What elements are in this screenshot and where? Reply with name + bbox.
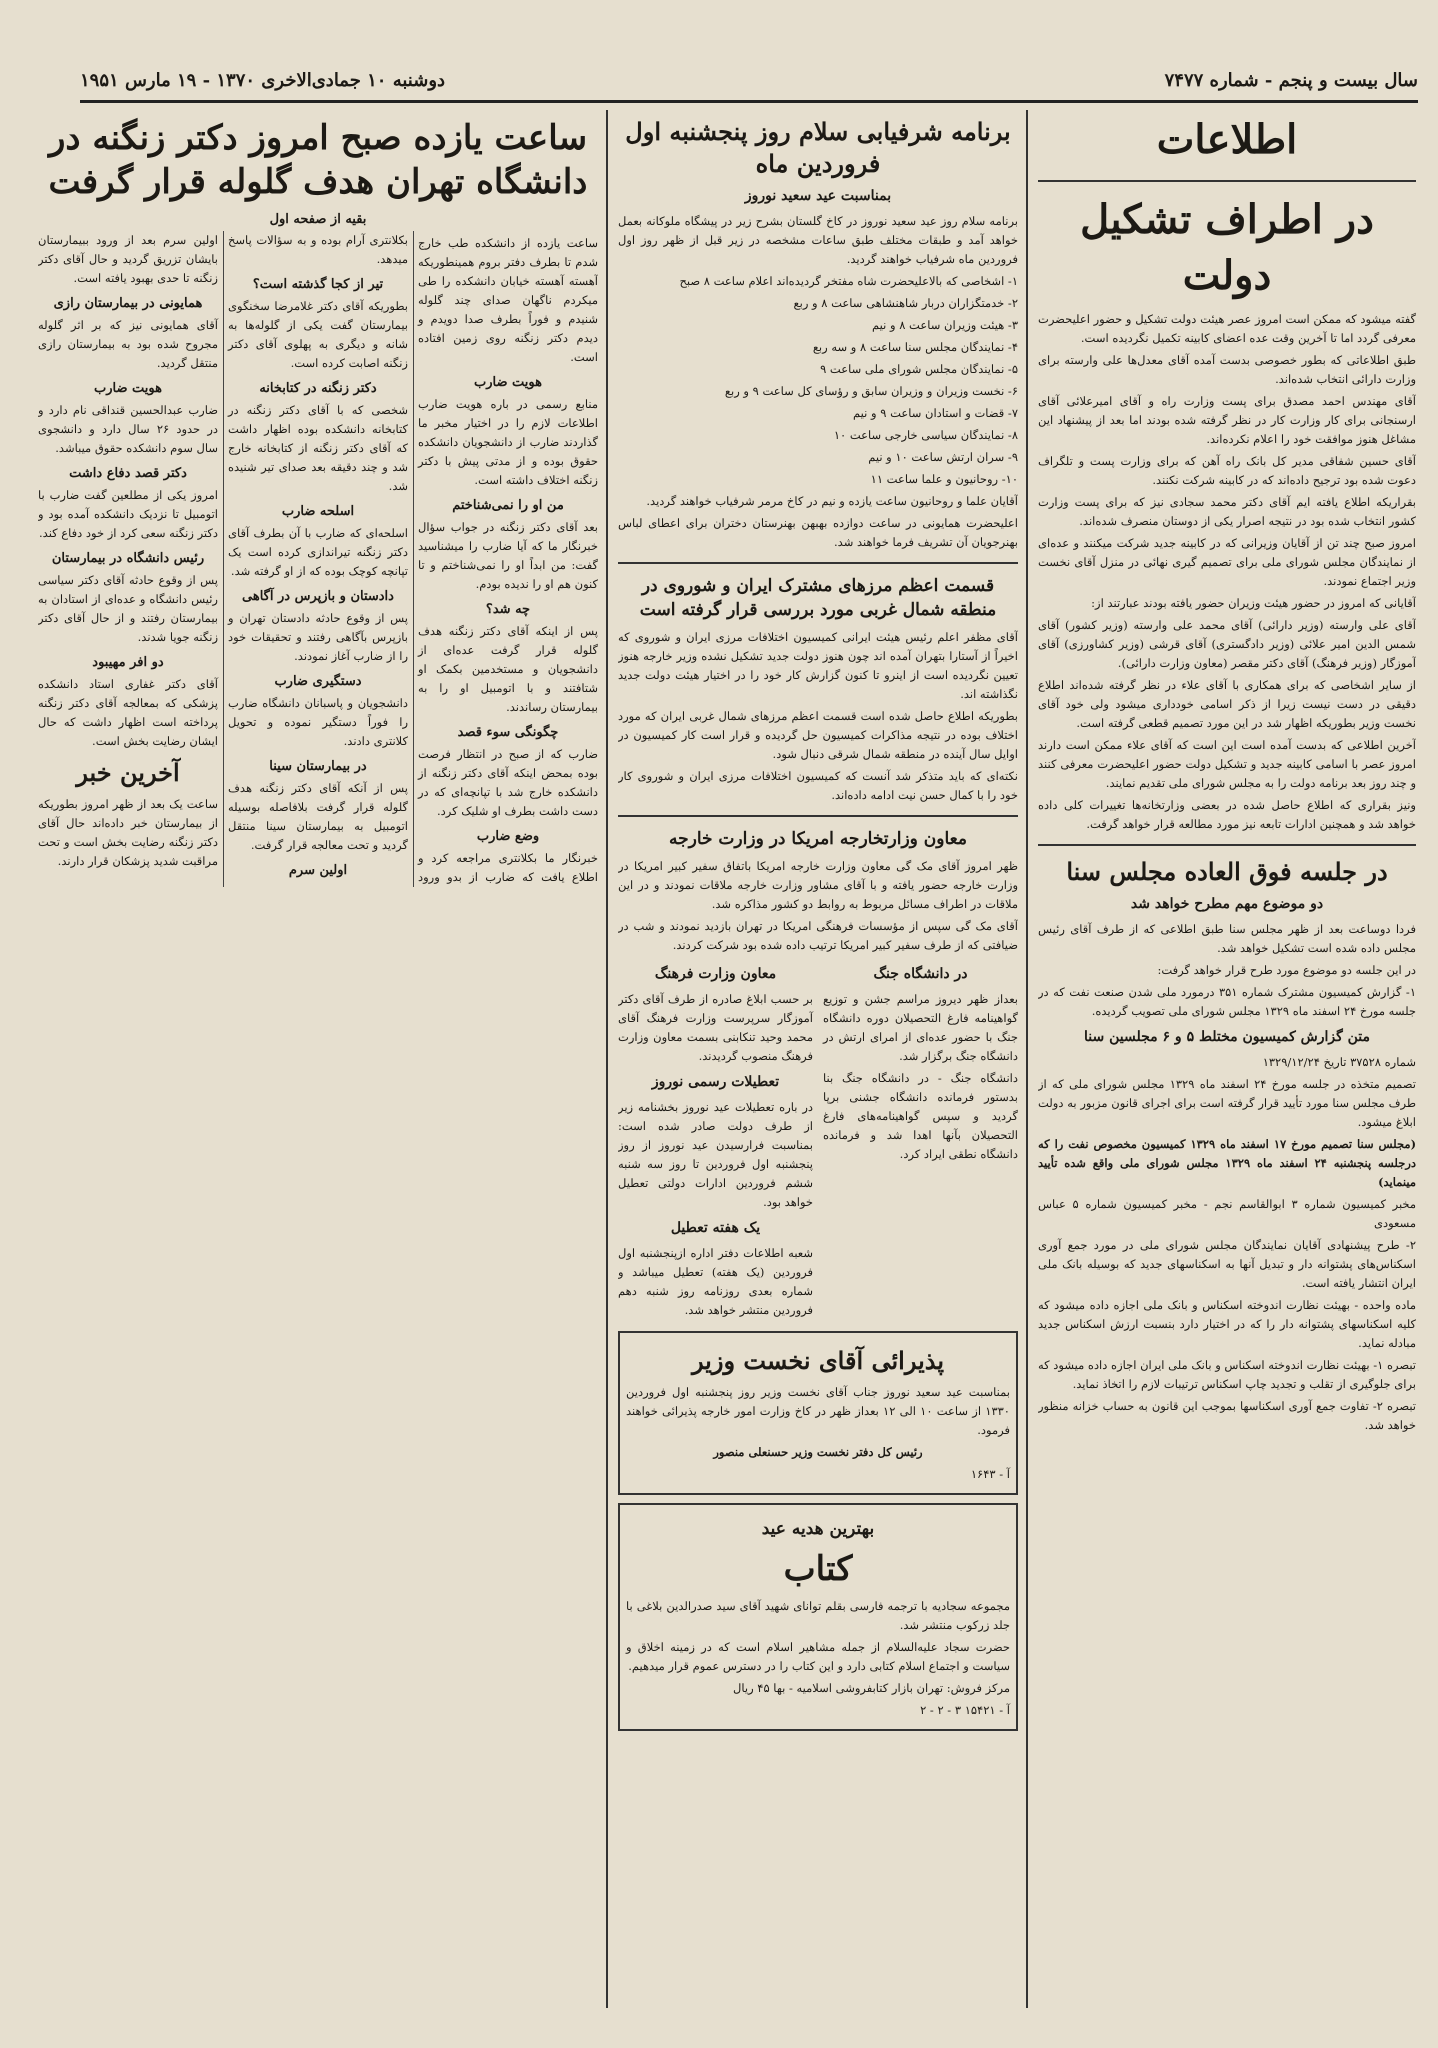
column-rule xyxy=(1026,110,1028,2008)
subhead: اسلحه ضارب xyxy=(281,504,355,519)
pm-reception-box xyxy=(618,1331,1018,1495)
subhead: دو افر مهیبود xyxy=(92,655,164,670)
paragraph: خبرنگار ما بکلانتری مراجعه کرد و اطلاع یافت که ضارب از بدو ورود بکلانتری آرام بوده و به سؤالات پاسخ میدهد. xyxy=(228,233,598,884)
page-header xyxy=(80,60,1418,103)
schedule-item: ۱۰- روحانیون و علما ساعت ۱۱ xyxy=(870,472,1018,486)
schedule-item: ۴- نمایندگان مجلس سنا ساعت ۸ و سه ربع xyxy=(812,340,1018,354)
subhead: وضع ضارب xyxy=(476,829,540,844)
paragraph: آخرین اطلاعی که بدست آمده است این است که آقای علاء ممکن است دارند امروز عصر با اسامی کابینه جدید و تشکیل دولت حضور اعلیحضرت معرفی کنند و چند روز بعد برنامه دولت را به مجلس شورای ملی تقدیم نمایند. xyxy=(1038,738,1416,790)
paragraph: پس از آنکه آقای دکتر زنگنه هدف گلوله قرار گرفت بلافاصله بوسیله اتومبیل به بیمارستان سینا منتقل گردید و تحت معالجه قرار گرفت. xyxy=(228,781,408,852)
paragraph: پس از اینکه آقای دکتر زنگنه هدف گلوله قرار گرفت عده‌ای از دانشجویان و مستخدمین بکمک او شتافتند و با اتومبیل او را به بیمارستان رساندند. xyxy=(418,624,598,714)
continued-note: بقیه از صفحه اول xyxy=(269,212,367,227)
schedule-item: ۶- نخست وزیران و وزیران سابق و رؤسای کل ساعت ۹ و ربع xyxy=(724,384,1018,398)
paragraph: ضارب که از صبح در انتظار فرصت بوده بمحض اینکه آقای دکتر زنگنه از دانشکده خارج شد با تپانچه‌ای که در دست داشت بطرف او شلیک کرد. xyxy=(418,747,598,818)
paragraph: در باره تعطیلات عید نوروز بخشنامه زیر از طرف دولت صادر شده است: بمناسبت فرارسیدن عید نوروز از روز پنجشنبه اول فروردین تا روز سه شنبه ششم فروردین ادارات دولتی تعطیل خواهد بود. xyxy=(618,1100,813,1209)
article-columns xyxy=(38,231,598,887)
headline-last-news: آخرین خبر xyxy=(76,758,180,787)
paragraph: بعد آقای دکتر زنگنه در جواب سؤال خبرنگار ما که آیا ضارب را میشناسید گفت: من ابداً او را نمی‌شناختم و تا کنون هم او را ندیده بودم. xyxy=(418,520,598,591)
divider xyxy=(1038,180,1416,182)
paragraph: ساعت یازده از دانشکده طب خارج شدم تا بطرف دفتر بروم همینطوریکه آهسته آهسته خیابان دانشکده را طی میکردم ناگهان صدای چند گلوله شنیدم و فوراً بطرف صدا دویدم و دیدم دکتر زنگنه روی زمین افتاده است. xyxy=(418,236,598,364)
paragraph: بمناسبت عید سعید نوروز جناب آقای نخست وزیر روز پنجشنبه اول فروردین ۱۳۳۰ از ساعت ۱۰ الی ۱۲ بعداز ظهر در کاخ وزارت امور خارجه پذیرائی خواهند فرمود. xyxy=(626,1385,1010,1437)
paragraph: طبق اطلاعاتی که بطور خصوصی بدست آمده آقای معدل‌ها علی وارسته برای وزارت دارائی انتخاب شده‌اند. xyxy=(1038,353,1416,386)
schedule-item: ۹- سران ارتش ساعت ۱۰ و نیم xyxy=(868,450,1018,464)
paragraph: شعبه اطلاعات دفتر اداره ازپنجشنبه اول فروردین (یک هفته) تعطیل میباشد و شماره بعدی روزنامه روز شنبه دهم فروردین منتشر خواهد شد. xyxy=(618,1246,813,1317)
paragraph: بعداز ظهر دیروز مراسم جشن و توزیع گواهینامه فارغ التحصیلان دوره دانشگاه جنگ با حضور عده‌ای از امرای ارتش در دانشگاه جنگ برگزار شد. xyxy=(823,992,1018,1063)
column-shooting xyxy=(38,110,598,2008)
paragraph: نکته‌ای که باید متذکر شد آنست که کمیسیون اختلافات مرزی ایران و شوروی کار خود را با کمال حسن نیت ادامه داده‌اند. xyxy=(618,769,1018,802)
schedule-item: ۳- هیئت وزیران ساعت ۸ و نیم xyxy=(872,318,1018,332)
issue-date: دوشنبه ۱۰ جمادی‌الاخری ۱۳۷۰ - ۱۹ مارس ۱۹۵۱ xyxy=(80,69,446,91)
paragraph: اسلحه‌ای که ضارب با آن بطرف آقای دکتر زنگنه تیراندازی کرده است یک تپانچه کوچک بوده که از او گرفته شد. xyxy=(228,526,408,578)
subhead: من او را نمی‌شناختم xyxy=(452,498,564,513)
headline-pm-reception: پذیرائی آقای نخست وزیر xyxy=(691,1346,945,1375)
paragraph: تصمیم متخذه در جلسه مورخ ۲۴ اسفند ماه ۱۳۲۹ مجلس شورای ملی که از طرف مجلس سنا مورد تأیید قرار گرفته است برای اجرای قانون مزبور به دولت ابلاغ میشود. xyxy=(1038,1077,1416,1129)
subhead: چه شد؟ xyxy=(485,602,531,617)
headline-border: قسمت اعظم مرزهای مشترک ایران و شوروی در منطقه شمال غربی مورد بررسی قرار گرفته است xyxy=(639,576,997,620)
sub-column xyxy=(618,958,813,1323)
paragraph: بر حسب ابلاغ صادره از طرف آقای دکتر آموزگار سرپرست وزارت فرهنگ آقای محمد وحید تنکابنی بسمت معاون وزارت فرهنگ منصوب گردیدند. xyxy=(618,992,813,1063)
paragraph: آقایان علما و روحانیون ساعت یازده و نیم در کاخ مرمر شرفیاب خواهند گردید. xyxy=(646,494,1018,508)
ad-code: آ - ۱۵۴۲۱ ۳ - ۲ - ۲ xyxy=(920,1703,1010,1717)
subhead-nowruz: بمناسبت عید سعید نوروز xyxy=(744,188,892,204)
paragraph: پس از وقوع حادثه دادستان تهران و بازپرس بآگاهی رفتند و تحقیقات خود را از ضارب آغاز نمودند. xyxy=(228,611,408,663)
ad-code: آ - ۱۶۴۳ xyxy=(970,1467,1010,1481)
subhead: چگونگی سوء قصد xyxy=(457,725,559,740)
signature: رئیس کل دفتر نخست وزیر حسنعلی منصور xyxy=(713,1445,923,1459)
paragraph: ساعت یک بعد از ظهر امروز بطوریکه از بیمارستان خبر داده‌اند حال آقای دکتر زنگنه رضایت بخش است و تحت مراقبت شدید پزشکان قرار دارند. xyxy=(38,797,218,868)
paragraph: امروز صبح چند تن از آقایان وزیرانی که در کابینه جدید شرکت میکنند و عده‌ای از نمایندگان مجلس شورای ملی برای تصمیم گیری نهائی در منزل آقای نخست وزیر اجتماع نمودند. xyxy=(1038,536,1416,588)
headline-week-closure: یک هفته تعطیل xyxy=(670,1220,761,1236)
paragraph: امروز یکی از مطلعین گفت ضارب با اتومبیل تا نزدیک دانشکده آمده بود و دکتر زنگنه سعی کرد از خود دفاع کند. xyxy=(38,488,218,540)
schedule-item: ۵- نمایندگان مجلس شورای ملی ساعت ۹ xyxy=(820,362,1018,376)
subhead: دکتر قصد دفاع داشت xyxy=(69,466,187,481)
subhead: دکتر زنگنه در کتابخانه xyxy=(259,381,377,396)
headline-book: کتاب xyxy=(783,1549,853,1589)
paragraph: اولین سرم بعد از ورود ببیمارستان بایشان تزریق گردید و حال آقای دکتر زنگنه تا حدی بهبود یافته است. xyxy=(38,233,218,285)
paragraph: مجموعه سجادیه با ترجمه فارسی بقلم توانای شهید آقای سید صدرالدین بلاغی با جلد زرکوب منتشر شد. xyxy=(626,1599,1010,1632)
paragraph: اعلیحضرت همایونی در ساعت دوازده بهبهن بهنرستان دختران برای اعطای لباس بهنرجویان آن تشریف فرما خواهند شد. xyxy=(618,516,1018,549)
book-ad-box xyxy=(618,1503,1018,1731)
subhead: دادستان و بازپرس در آگاهی xyxy=(242,589,394,604)
two-col-block xyxy=(618,958,1018,1323)
divider xyxy=(618,815,1018,817)
subhead: دستگیری ضارب xyxy=(274,674,362,689)
headline-culture-deputy: معاون وزارت فرهنگ xyxy=(654,966,777,982)
subhead: رئیس دانشگاه در بیمارستان xyxy=(51,551,205,566)
paragraph: آقای همایونی نیز که بر اثر گلوله مجروح شده بود به بیمارستان رازی منتقل گردید. xyxy=(38,318,218,370)
paragraph: بطوریکه اطلاع حاصل شده است قسمت اعظم مرزهای شمال غربی ایران که مورد اختلاف بوده در نتیجه مذاکرات کمیسیون حل گردیده و قرار است کار کمیسیون در اوایل سال آینده در منطقه شمال شرقی دنبال شود. xyxy=(618,709,1018,761)
schedule-item: ۱- اشخاصی که بالاعلیحضرت شاه مفتخر گردیده‌اند اعلام ساعت ۸ صبح xyxy=(679,274,1018,288)
headline-best-gift: بهترین هدیه عید xyxy=(761,1519,875,1539)
issue-number: سال بیست و پنجم - شماره ۷۴۷۷ xyxy=(1164,69,1418,91)
paragraph: گفته میشود که ممکن است امروز عصر هیئت دولت تشکیل و حضور اعلیحضرت معرفی گردد اما تا آخرین وقت عده اعضای کابینه تکمیل نگردیده است. xyxy=(1038,312,1416,345)
paragraph: ظهر امروز آقای مک گی معاون وزارت خارجه امریکا باتفاق سفیر کبیر امریکا در وزارت خارجه حضور یافته و با آقای مشاور وزارت خارجه ملاقات نمودند و در این ملاقات در اطراف مسائل مربوط به روابط دو کشور مذاکره شد. xyxy=(618,859,1018,911)
column-rule xyxy=(606,110,608,2008)
paragraph: شخصی که با آقای دکتر زنگنه در کتابخانه دانشکده بوده اظهار داشت که آقای دکتر زنگنه از کتابخانه خارج شد و چند دقیقه بعد صدای تیر شنیده شد. xyxy=(228,403,408,493)
headline-salam: برنامه شرفیابی سلام روز پنجشنبه اول فروردین ماه xyxy=(625,117,1011,178)
paragraph: فردا دوساعت بعد از ظهر مجلس سنا طبق اطلاعی که از طرف آقای رئیس مجلس داده شده است تشکیل خواهد شد. xyxy=(1038,922,1416,955)
column-government xyxy=(1038,110,1416,2008)
paragraph: ۱- گزارش کمیسیون مشترک شماره ۳۵۱ درمورد ملی شدن صنعت نفت که در جلسه مورخ ۲۴ اسفند ماه ۱۳۲۹ مجلس شورای ملی تصویب گردیده. xyxy=(1038,985,1416,1018)
paragraph: آقای مهندس احمد مصدق برای پست وزارت راه و آقای امیرعلائی آقای ارسنجانی برای کار وزارت کار در نظر گرفته شده بودند اما بعد از پیشنهاد این مشاغل هنوز موافقت خود را اعلام نکرده‌اند. xyxy=(1038,394,1416,446)
paragraph: مرکز فروش: تهران بازار کتابفروشی اسلامیه - بها ۴۵ ریال xyxy=(733,1681,1010,1695)
paragraph: (مجلس سنا تصمیم مورخ ۱۷ اسفند ماه ۱۳۲۹ کمیسیون مخصوص نفت را که درجلسه پنجشنبه ۲۴ اسفند ماه ۱۳۲۹ مجلس شورای ملی واقع شده تأیید مینماید) xyxy=(1038,1137,1416,1189)
paragraph: ضارب عبدالحسین قنداقی نام دارد و در حدود ۲۶ سال دارد و دانشجوی سال سوم دانشکده حقوق میباشد. xyxy=(38,403,218,455)
paragraph: تبصره ۱- بهیئت نظارت اندوخته اسکناس و بانک ملی ایران اجازه داده میشود که برای جلوگیری از تقلب و تجدید چاپ اسکناس ترتیبات لازم را اتخاذ نماید. xyxy=(1038,1358,1416,1391)
paragraph: دانشگاه جنگ - در دانشگاه جنگ بنا بدستور فرمانده دانشگاه جشنی برپا گردید و سپس گواهینامه‌های فارغ التحصیلان بآنها اهدا شد و فرمانده دانشگاه نطقی ایراد کرد. xyxy=(823,1071,1018,1161)
headline-war-university: در دانشگاه جنگ xyxy=(873,966,968,982)
paragraph: ۲- طرح پیشنهادی آقایان نمایندگان مجلس شورای ملی در مورد جمع آوری اسکناس‌های پشتوانه دار و تبدیل آنها به اسکناسهای جدید که بوسیله بانک ملی ایران انتشار یافته است. xyxy=(1038,1238,1416,1290)
divider xyxy=(618,562,1018,564)
headline-senate: در جلسه فوق العاده مجلس سنا xyxy=(1066,857,1388,886)
column-middle xyxy=(618,110,1018,2008)
paragraph: آقای علی وارسته (وزیر دارائی) آقای محمد علی وارسته (وزیر کشور) آقای شمس الدین امیر علائی (وزیر دادگستری) آقای قرشی (وزیر کشاورزی) آقای آموزگار (وزیر فرهنگ) آقای دکتر مقصر (معاون وزارت دارائی). xyxy=(1038,618,1416,670)
schedule-item: ۷- قضات و استادان ساعت ۹ و نیم xyxy=(853,406,1018,420)
paragraph: ونیز بقراری که اطلاع حاصل شده در بعضی وزارتخانه‌ها تغییرات کلی داده خواهد شد و همچنین ادارات تابعه نیز مورد مطالعه قرار خواهد گرفت. xyxy=(1038,798,1416,831)
paragraph: آقایانی که امروز در حضور هیئت وزیران حضور یافته بودند عبارتند از: xyxy=(1091,596,1416,610)
schedule-list xyxy=(618,272,1018,489)
masthead: اطلاعات xyxy=(1156,116,1298,163)
paragraph: پس از وقوع حادثه آقای دکتر سیاسی رئیس دانشگاه و عده‌ای از استادان به بیمارستان رفتند و از حال آقای دکتر زنگنه جویا شدند. xyxy=(38,573,218,644)
sub-column xyxy=(823,958,1018,1323)
divider xyxy=(1038,844,1416,846)
paragraph: دانشجویان و پاسبانان دانشگاه ضارب را فوراً دستگیر نموده و تحویل کلانتری دادند. xyxy=(228,696,408,748)
paragraph: تبصره ۲- تفاوت جمع آوری اسکناسها بموجب این قانون به حساب خزانه منظور خواهد شد. xyxy=(1038,1399,1416,1432)
paragraph: بقراریکه اطلاع یافته ایم آقای دکتر محمد سجادی نیز که برای پست وزارت کشور انتخاب شده بود در نتیجه اصرار یکی از دوستان منصرف شده‌اند. xyxy=(1038,495,1416,528)
subhead-commission: متن گزارش کمیسیون مختلط ۵ و ۶ مجلسین سنا xyxy=(1084,1029,1370,1045)
subhead: همایونی در بیمارستان رازی xyxy=(53,296,203,311)
paragraph: منابع رسمی در باره هویت ضارب اطلاعات لازم را در اختیار مخبر ما گذاردند ضارب از دانشجویان دانشکده حقوق بوده و از مدتی پیش با دکتر زنگنه اختلاف داشته است. xyxy=(418,397,598,487)
paragraph: شماره ۳۷۵۲۸ تاریخ ۱۳۲۹/۱۲/۲۴ xyxy=(1262,1055,1416,1069)
subhead: هویت ضارب xyxy=(474,375,542,390)
paragraph: از سایر اشخاصی که برای همکاری با آقای علاء در نظر گرفته شده‌اند اطلاع دقیقی در دست نیست زیرا از ذکر اسامی خودداری میشود ولی خود آقای نخست وزیر بطوریکه اظهار شد در این مورد تصمیم قطعی گرفته است. xyxy=(1038,678,1416,730)
paragraph: مخبر کمیسیون شماره ۳ ابوالقاسم نجم - مخبر کمیسیون شماره ۵ عباس مسعودی xyxy=(1038,1197,1416,1230)
headline-shooting: ساعت یازده صبح امروز دکتر زنگنه در دانشگاه تهران هدف گلوله قرار گرفت xyxy=(48,118,588,202)
subhead: تیر از کجا گذشته است؟ xyxy=(252,277,384,292)
headline-holidays: تعطیلات رسمی نوروز xyxy=(651,1074,780,1090)
subhead-senate: دو موضوع مهم مطرح خواهد شد xyxy=(1130,896,1324,912)
paragraph: ماده واحده - بهیئت نظارت اندوخته اسکناس و بانک ملی اجازه داده میشود که کلیه اسکناسهای پشتوانه دار را که در اختیار دارد بنسبت ارزش اسکناس جدید مبادله نماید. xyxy=(1038,1298,1416,1350)
paragraph: بطوریکه آقای دکتر غلامرضا سخنگوی بیمارستان گفت یکی از گلوله‌ها به شانه و دیگری به پهلوی آقای دکتر زنگنه اصابت کرده است. xyxy=(228,299,408,370)
paragraph: برنامه سلام روز عید سعید نوروز در کاخ گلستان بشرح زیر در پیشگاه ملوکانه بعمل خواهد آمد و طبقات مختلف طبق ساعات مشخصه در زیر قبل از ظهر روز اول فروردین ماه شرفیاب خواهند گردید. xyxy=(618,214,1018,266)
schedule-item: ۲- خدمتگزاران دربار شاهنشاهی ساعت ۸ و ربع xyxy=(793,296,1018,310)
headline-us-deputy: معاون وزارتخارجه امریکا در وزارت خارجه xyxy=(668,829,967,849)
paragraph: حضرت سجاد علیه‌السلام از جمله مشاهیر اسلام است که در زمینه اخلاق و سیاست و اجتماع اسلام کتابی دارد و این کتاب را در دسترس عموم قرار میدهیم. xyxy=(626,1640,1010,1673)
paragraph: در این جلسه دو موضوع مورد طرح قرار خواهد گرفت: xyxy=(1157,963,1416,977)
subhead: در بیمارستان سینا xyxy=(269,759,367,774)
schedule-item: ۸- نمایندگان سیاسی خارجی ساعت ۱۰ xyxy=(833,428,1018,442)
subhead: هویت ضارب xyxy=(94,381,162,396)
headline-government: در اطراف تشکیل دولت xyxy=(1080,196,1374,299)
paragraph: آقای حسین شفاقی مدیر کل بانک راه آهن که برای وزارت پست و تلگراف دعوت شده بود ترجیح داده‌اند که در کابینه شرکت نکنند. xyxy=(1038,454,1416,487)
paragraph: آقای مک گی سپس از مؤسسات فرهنگی امریکا در تهران بازدید نمودند و شب در ضیافتی که از طرف سفیر کبیر امریکا ترتیب داده شده بود شرکت کردند. xyxy=(618,919,1018,952)
subhead: اولین سرم xyxy=(288,863,348,878)
paragraph: آقای دکتر غفاری استاد دانشکده پزشکی که بمعالجه آقای دکتر زنگنه پرداخته است اظهار داشت که حال ایشان رضایت بخش است. xyxy=(38,677,218,748)
paragraph: آقای مظفر اعلم رئیس هیئت ایرانی کمیسیون اختلافات مرزی ایران و شوروی که اخیراً از آستارا بتهران آمده اند چون هنوز دولت جدید تشکیل نشده وزیر خارجه هنوز تعیین نگردیده است از اینرو تا کنون گزارش کار خود را در اختیار هیئت دولت جدید نگذاشته اند. xyxy=(618,630,1018,701)
